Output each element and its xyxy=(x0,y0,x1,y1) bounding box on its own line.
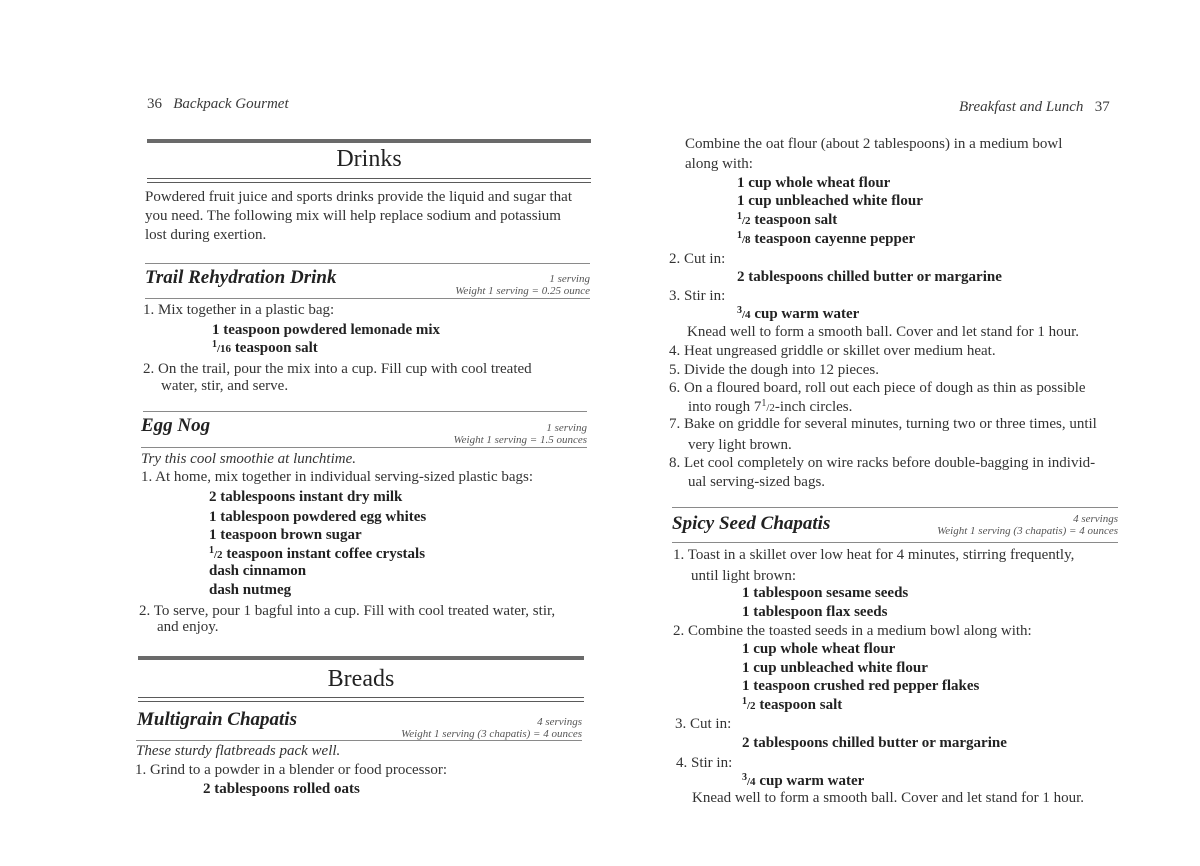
mg-knead: Knead well to form a smooth ball. Cover and let stand for 1 hour. xyxy=(687,324,1079,340)
mg-step-8-line-2: ual serving-sized bags. xyxy=(688,474,826,490)
mg-step-2: 2. Cut in: xyxy=(669,251,726,267)
left-running-title: Backpack Gourmet xyxy=(173,96,289,112)
fraction-numerator: 1 xyxy=(737,211,742,222)
egg-nog-title: Egg Nog xyxy=(141,415,211,436)
ss-step-4: 4. Stir in: xyxy=(676,755,733,771)
trail-yield-weight: Weight 1 serving = 0.25 ounce xyxy=(455,285,590,297)
mg-combine-line-1: Combine the oat flour (about 2 tablespoons) in a medium bowl xyxy=(685,136,1063,152)
eggnog-yield-servings: 1 serving xyxy=(546,422,587,434)
ss-ingredient-8 xyxy=(742,773,864,790)
eggnog-yield-weight: Weight 1 serving = 1.5 ounces xyxy=(453,434,587,446)
fraction-numerator: 3 xyxy=(742,772,747,783)
ss-ingredient-7: 2 tablespoons chilled butter or margarine xyxy=(742,735,1007,751)
eggnog-ingredient-3: 1 teaspoon brown sugar xyxy=(209,527,362,543)
mg-ingredient-5: 2 tablespoons chilled butter or margarine xyxy=(737,269,1002,285)
eggnog-bottom-rule xyxy=(141,447,587,448)
ingredient-text: teaspoon instant coffee crystals xyxy=(222,546,426,562)
mg-step-6-line-1: 6. On a floured board, roll out each piece of dough as thin as possible xyxy=(669,380,1086,396)
trail-rehydration-title: Trail Rehydration Drink xyxy=(145,267,337,288)
drinks-intro-line-2: you need. The following mix will help replace sodium and potassium xyxy=(145,208,561,224)
mg-step-5: 5. Divide the dough into 12 pieces. xyxy=(669,362,879,378)
eggnog-ingredient-1: 2 tablespoons instant dry milk xyxy=(209,489,403,505)
fraction-denominator: /4 xyxy=(747,776,756,788)
spicy-yield-weight: Weight 1 serving (3 chapatis) = 4 ounces xyxy=(937,525,1118,537)
ss-knead: Knead well to form a smooth ball. Cover and let stand for 1 hour. xyxy=(692,790,1084,806)
ingredient-text: cup warm water xyxy=(750,306,860,322)
ss-ingredient-1: 1 tablespoon sesame seeds xyxy=(742,585,909,601)
fraction-numerator: 1 xyxy=(209,545,214,556)
eggnog-step-1: 1. At home, mix together in individual serving-sized plastic bags: xyxy=(141,469,534,485)
trail-yield-servings: 1 serving xyxy=(549,273,590,285)
mg-ingredient-6 xyxy=(737,306,859,323)
fraction-denominator: /2 xyxy=(214,549,223,561)
eggnog-step-2-line-1: 2. To serve, pour 1 bagful into a cup. Fill with cool treated water, stir, xyxy=(139,603,556,619)
breads-section-title: Breads xyxy=(327,666,395,692)
fraction-numerator: 1 xyxy=(761,398,767,409)
ss-ingredient-6 xyxy=(742,697,842,714)
multigrain-ingredient-1: 2 tablespoons rolled oats xyxy=(203,781,360,797)
mg-step-7-line-2: very light brown. xyxy=(688,437,792,453)
right-page-number: 37 xyxy=(1094,99,1110,115)
ingredient-text: teaspoon salt xyxy=(750,212,838,228)
mg-step-6-line-2 xyxy=(688,399,852,416)
ingredient-text: teaspoon salt xyxy=(231,340,318,356)
fraction-numerator: 1 xyxy=(737,230,742,241)
fraction-numerator: 3 xyxy=(737,305,742,316)
right-page xyxy=(600,0,1200,866)
multigrain-step-1: 1. Grind to a powder in a blender or food processor: xyxy=(135,762,447,778)
eggnog-ingredient-4 xyxy=(209,546,425,563)
ingredient-text: teaspoon cayenne pepper xyxy=(750,231,916,247)
drinks-top-rule xyxy=(147,139,591,143)
drinks-intro-line-3: lost during exertion. xyxy=(145,227,267,243)
eggnog-intro: Try this cool smoothie at lunchtime. xyxy=(141,451,356,467)
spicy-yield-servings: 4 servings xyxy=(1073,513,1118,525)
trail-top-rule xyxy=(145,263,590,264)
drinks-bottom-rule xyxy=(147,178,591,183)
trail-bottom-rule xyxy=(145,298,590,299)
fraction-denominator: /2 xyxy=(742,215,751,227)
multigrain-chapatis-title: Multigrain Chapatis xyxy=(137,709,297,730)
fraction-denominator: /2 xyxy=(766,402,775,414)
drinks-intro-line-1: Powdered fruit juice and sports drinks provide the liquid and sugar that xyxy=(145,189,572,205)
spicy-bottom-rule xyxy=(672,542,1118,543)
eggnog-ingredient-2: 1 tablespoon powdered egg whites xyxy=(209,509,427,525)
ss-ingredient-2: 1 tablespoon flax seeds xyxy=(742,604,888,620)
multigrain-yield xyxy=(331,716,582,740)
mg-step-8-line-1: 8. Let cool completely on wire racks before double-bagging in individ- xyxy=(669,455,1096,471)
ss-step-2: 2. Combine the toasted seeds in a medium bowl along with: xyxy=(673,623,1032,639)
fraction-denominator: /4 xyxy=(742,309,751,321)
left-running-head xyxy=(147,96,289,113)
step-text: into rough 7 xyxy=(688,399,762,415)
ingredient-text: cup warm water xyxy=(755,773,865,789)
ss-step-3: 3. Cut in: xyxy=(675,716,732,732)
right-running-title: Breakfast and Lunch xyxy=(959,99,1084,115)
fraction-numerator: 1 xyxy=(212,339,217,350)
mg-step-4: 4. Heat ungreased griddle or skillet over medium heat. xyxy=(669,343,996,359)
trail-ingredient-2 xyxy=(212,340,318,357)
spicy-seed-chapatis-title: Spicy Seed Chapatis xyxy=(672,513,831,534)
mg-step-7-line-1: 7. Bake on griddle for several minutes, turning two or three times, until xyxy=(669,416,1097,432)
spicy-top-rule xyxy=(672,507,1118,508)
trail-yield xyxy=(380,273,590,297)
eggnog-ingredient-6: dash nutmeg xyxy=(209,582,292,598)
fraction-denominator: /16 xyxy=(217,343,232,355)
ss-step-1-line-1: 1. Toast in a skillet over low heat for 4 minutes, stirring frequently, xyxy=(673,547,1075,563)
multigrain-yield-servings: 4 servings xyxy=(537,716,582,728)
fraction-numerator: 1 xyxy=(742,696,747,707)
mg-ingredient-1: 1 cup whole wheat flour xyxy=(737,175,891,191)
left-page-number: 36 xyxy=(147,96,162,112)
mg-step-3: 3. Stir in: xyxy=(669,288,726,304)
breads-top-rule xyxy=(138,656,584,660)
trail-step-1: 1. Mix together in a plastic bag: xyxy=(143,302,335,318)
ss-ingredient-3: 1 cup whole wheat flour xyxy=(742,641,896,657)
mg-ingredient-3 xyxy=(737,212,837,229)
ss-step-1-line-2: until light brown: xyxy=(691,568,796,584)
step-text: -inch circles. xyxy=(774,399,853,415)
breads-bottom-rule xyxy=(138,697,584,702)
multigrain-intro: These sturdy flatbreads pack well. xyxy=(136,743,341,759)
ss-ingredient-5: 1 teaspoon crushed red pepper flakes xyxy=(742,678,980,694)
fraction-denominator: /2 xyxy=(747,700,756,712)
ss-ingredient-4: 1 cup unbleached white flour xyxy=(742,660,928,676)
multigrain-bottom-rule xyxy=(136,740,582,741)
right-running-head xyxy=(959,99,1110,116)
eggnog-step-2-line-2: and enjoy. xyxy=(157,619,219,635)
fraction-denominator: /8 xyxy=(742,234,751,246)
drinks-section-title: Drinks xyxy=(336,146,402,172)
trail-ingredient-1: 1 teaspoon powdered lemonade mix xyxy=(212,322,441,338)
eggnog-top-rule xyxy=(143,411,587,412)
eggnog-yield xyxy=(377,422,587,446)
mg-ingredient-4 xyxy=(737,231,915,248)
mg-ingredient-2: 1 cup unbleached white flour xyxy=(737,193,923,209)
multigrain-yield-weight: Weight 1 serving (3 chapatis) = 4 ounces xyxy=(401,728,582,740)
trail-step-2-line-1: 2. On the trail, pour the mix into a cup. Fill cup with cool treated xyxy=(143,361,532,377)
eggnog-ingredient-5: dash cinnamon xyxy=(209,563,307,579)
mg-combine-line-2: along with: xyxy=(685,156,753,172)
trail-step-2-line-2: water, stir, and serve. xyxy=(161,378,289,394)
ingredient-text: teaspoon salt xyxy=(755,697,843,713)
spicy-yield xyxy=(867,513,1118,537)
